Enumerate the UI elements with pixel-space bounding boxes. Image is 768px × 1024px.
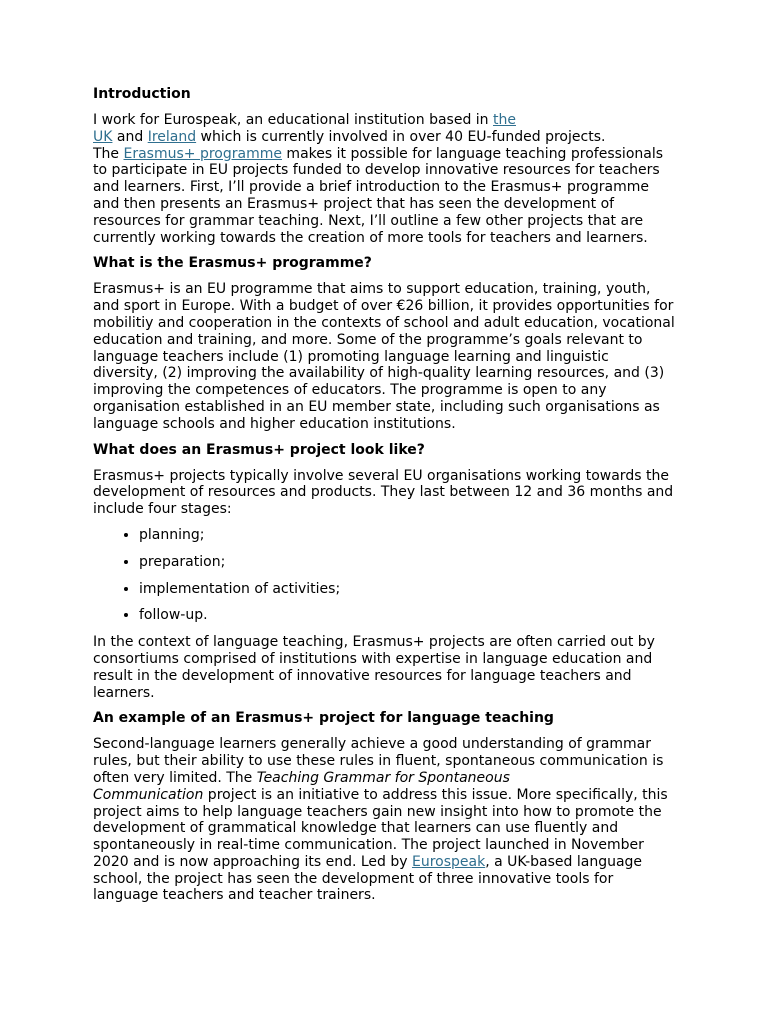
intro-paragraph	[93, 112, 678, 246]
list-item: • follow-up.	[139, 607, 678, 624]
link-ireland[interactable]: Ireland	[147, 128, 197, 145]
list-item: • planning;	[139, 527, 678, 544]
link-the-uk-part1[interactable]: the	[493, 112, 516, 128]
project-context-paragraph: In the context of language teaching, Erasmus+ projects are often carried out by consortiums comprised of institutions with expertise in language education and result in the development of innovative resources for language teachers and learners.	[93, 634, 655, 701]
project-look-paragraph: Erasmus+ projects typically involve several EU organisations working towards the development of resources and products. They last between 12 and 36 months and include four stages:	[93, 467, 674, 518]
intro-text-1: I work for Eurospeak, an educational institution based in	[93, 112, 493, 128]
what-is-paragraph: Erasmus+ is an EU programme that aims to support education, training, youth, and sport in Europe. With a budget of over €26 billion, it provides opportunities for mobilitiy and cooperation in the contexts of school and adult education, vocational education and training, and more. Some of the programme’s goals relevant to language teachers include (1) promoting language learning and linguistic diversity, (2) improving the availability of high-quality learning resources, and (3) improving the competences of educators. The programme is open to any organisation established in an EU member state, including such organisations as language schools and higher education institutions.	[93, 281, 675, 432]
heading-example: An example of an Erasmus+ project for language teaching	[93, 710, 554, 727]
list-item: • implementation of activities;	[139, 581, 678, 598]
stages-list	[93, 527, 678, 624]
example-text-3: , a UK-based language school, the project has seen the development of three innovative tools for language teachers and teacher trainers.	[93, 853, 643, 904]
intro-text-5: makes it possible for language teaching professionals to participate in EU projects funded to develop innovative resources for teachers and learners. First, I’ll provide a brief introduction to the Erasmus+ programme and then presents an Erasmus+ project that has seen the development of resources for grammar teaching. Next, I’ll outline a few other projects that are currently working towards the creation of more tools for teachers and learners.	[93, 145, 664, 246]
intro-text-2: and	[112, 128, 148, 145]
list-item: • preparation;	[139, 554, 678, 571]
heading-introduction: Introduction	[93, 86, 191, 102]
intro-text-4: The	[93, 145, 124, 162]
project-title-part1: Teaching Grammar for Spontaneous	[256, 769, 510, 786]
example-text-1: Second-language learners generally achieve a good understanding of grammar rules, but their ability to use these rules in fluent, spontaneous communication is often very limited. The	[93, 736, 664, 786]
heading-project-look: What does an Erasmus+ project look like?	[93, 441, 425, 458]
project-title-part2: Communication	[93, 786, 204, 803]
link-eurospeak[interactable]: Eurospeak	[411, 853, 486, 870]
document-page	[93, 86, 678, 913]
link-the-uk-part2[interactable]: UK	[93, 128, 113, 145]
example-text-2: project is an initiative to address this issue. More specifically, this project aims to help language teachers gain new insight into how to promote the development of grammatical knowledge that learners can use fluently and spontaneously in real-time communication. The project launched in November 2020 and is now approaching its end. Led by	[93, 786, 668, 870]
heading-what-is-erasmus: What is the Erasmus+ programme?	[93, 255, 372, 272]
intro-text-3: which is currently involved in over 40 EU-funded projects.	[196, 128, 606, 145]
link-erasmus-programme[interactable]: Erasmus+ programme	[123, 145, 282, 162]
example-paragraph	[93, 736, 678, 904]
